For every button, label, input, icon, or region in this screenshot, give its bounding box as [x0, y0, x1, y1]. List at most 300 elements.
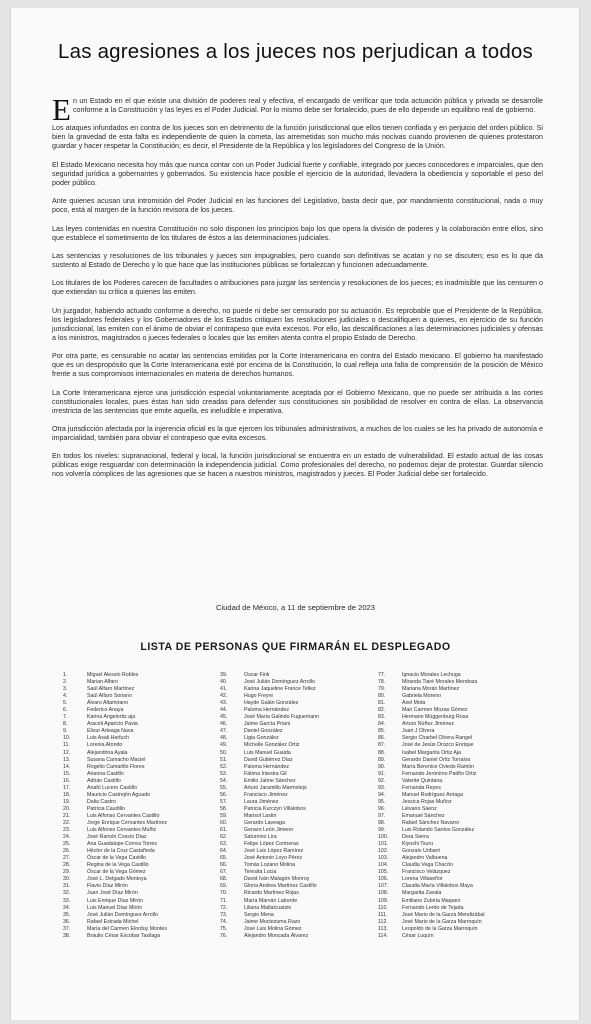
signer-row: [378, 785, 485, 792]
signer-row: [220, 912, 319, 919]
signer-number: 24.: [63, 834, 71, 841]
signer-name: Claudia María Villalobos Maya: [402, 883, 473, 890]
signer-number: 105.: [378, 869, 389, 876]
signer-name: Luis Enrique Díaz Mirón: [87, 897, 144, 904]
signer-number: 47.: [220, 728, 228, 735]
signers-list-title: LISTA DE PERSONAS QUE FIRMARÁN EL DESPLEGADO: [140, 641, 451, 653]
signer-name: Emilio Jaime Sánchez: [244, 777, 296, 784]
signer-row: [220, 848, 319, 855]
signer-number: 37.: [63, 925, 71, 932]
signer-row: [63, 707, 167, 714]
signer-number: 99.: [378, 827, 386, 834]
signer-number: 79.: [378, 686, 386, 693]
signer-row: [220, 834, 319, 841]
signer-number: 49.: [220, 742, 228, 749]
paragraph: Por otra parte, es censurable no acatar las sentencias emitidas por la Corte Interamericana en contra del Estado mexicano. El gobierno ha manifestado que es un despropósito que la Corte Interamericana esté por encima de la Constitución, lo cual refleja una falta de comprensión de la posición de México frente a sus compromisos internacionales en materia de derechos humanos.: [52, 352, 543, 379]
signer-number: 7.: [63, 714, 68, 721]
signer-row: [220, 841, 319, 848]
signer-name: María Berenice Oviedo Ramón: [402, 763, 475, 770]
signer-row: [378, 926, 485, 933]
signer-row: [220, 862, 319, 869]
signer-name: Hermann Müggenburg Rosa: [402, 714, 469, 721]
signer-name: Isabel Margarita Ortiz Aja: [402, 749, 461, 756]
signer-name: Miguel Alessio Robles: [87, 672, 139, 678]
signer-row: [378, 905, 485, 912]
signer-name: Rogelio Camarillo Flores: [87, 763, 145, 770]
page-title: Las agresiones a los jueces nos perjudican a todos: [58, 40, 533, 63]
signer-name: Margarita Zavala: [402, 890, 442, 897]
signer-name: Mari Carmen Mozas Gómez: [402, 707, 468, 714]
signer-row: [378, 735, 485, 742]
signer-number: 70.: [220, 890, 228, 897]
paragraph: En todos los niveles: supranacional, federal y local, la función jurisdiccional se encuentra en un estado de vulnerabilidad. El estado actual de las cosas públicas exige resguardar con determinación la independencia judicial. Como profesionales del derecho, no podemos dejar de protestar. Guardar silencio nos volvería cómplices de las agresiones que se hacen a nuestros ministros, magistrados y jueces. El Poder Judicial debe ser fortalecido.: [52, 452, 543, 479]
signer-name: Francisco Jiménez: [244, 791, 288, 798]
signer-number: 34.: [63, 904, 71, 911]
signer-row: [378, 672, 485, 679]
signer-row: [220, 735, 319, 742]
signer-name: José Luis Molina Gómez: [244, 925, 302, 932]
signer-number: 98.: [378, 819, 386, 826]
signer-number: 11.: [63, 742, 70, 749]
signer-name: José María Galindo Fuguemann: [244, 714, 319, 721]
signer-name: Ricardo Martínez Rojas: [244, 890, 299, 897]
signer-name: Manuel Rodríguez Arriaga: [402, 791, 463, 798]
signer-row: [378, 813, 485, 820]
signer-name: José L. Delgado Montoya: [87, 876, 147, 883]
signer-name: Oscar Fink: [244, 672, 270, 678]
signer-name: Laura Jiménez: [244, 798, 279, 805]
signer-number: 81.: [378, 700, 386, 707]
signer-number: 55.: [220, 784, 228, 791]
signer-name: Gerardo Daniel Ortiz Torralva: [402, 756, 471, 763]
signer-name: Patricia Caudillo: [87, 805, 125, 812]
signer-name: José de Jesús Orozco Enrique: [402, 742, 474, 749]
signer-number: 35.: [63, 911, 71, 918]
signer-number: 101.: [378, 841, 389, 848]
signer-name: Federico Anaya: [87, 707, 124, 714]
signer-number: 2.: [63, 679, 68, 686]
signer-row: [378, 707, 485, 714]
article-body: [52, 92, 543, 489]
signer-row: [378, 742, 485, 749]
signer-number: 9.: [63, 728, 68, 735]
signer-name: José Mario de la Garza Marroquín: [402, 918, 482, 925]
signer-name: José Luis López Ramírez: [244, 848, 304, 855]
signer-row: [220, 799, 319, 806]
signer-row: [220, 771, 319, 778]
signer-name: César Luquín: [402, 932, 434, 939]
signer-row: [63, 672, 167, 679]
signer-name: Gabriela Moreno: [402, 693, 442, 700]
signer-name: Luis Asali Harfuch: [87, 735, 130, 742]
signer-row: [220, 919, 319, 926]
signer-name: Adrián Castillo: [87, 777, 121, 784]
signer-row: [63, 898, 167, 905]
signer-row: [378, 686, 485, 693]
signer-row: [63, 764, 167, 771]
signer-row: [63, 742, 167, 749]
signer-name: José Ramón Cossío Díaz: [87, 834, 147, 841]
signer-row: [378, 862, 485, 869]
signer-row: [220, 700, 319, 707]
signer-number: 96.: [378, 805, 386, 812]
signer-name: Arianna Castillo: [87, 770, 124, 777]
signer-row: [220, 898, 319, 905]
signer-row: [63, 912, 167, 919]
signer-name: Rafael Sánchez Navarro: [402, 819, 460, 826]
signer-number: 112.: [378, 918, 388, 925]
signer-name: Liliana Matlalcuatzin: [244, 904, 292, 911]
signer-row: [63, 905, 167, 912]
signer-number: 95.: [378, 798, 386, 805]
paragraph: La Corte Interamericana ejerce una jurisdicción especial voluntariamente aceptada por el Gobierno Mexicano, que no puede ser atribuida a las cortes constitucionales locales, pues éstas han sido creadas para defender sus constituciones sin posibilidad de resolver en contra de ellas. La observancia irrestricta de las sentencias que emite aquella, es ineludible e imperativa.: [52, 388, 543, 415]
signer-name: Alejandro Valbuena: [402, 855, 448, 862]
signer-row: [378, 728, 485, 735]
signer-row: [220, 686, 319, 693]
signer-number: 113.: [378, 925, 388, 932]
signer-name: Saúl Alfaro Soriano: [87, 693, 132, 700]
signer-number: 38.: [63, 932, 71, 939]
signer-number: 32.: [63, 890, 71, 897]
signer-number: 29.: [63, 869, 71, 876]
signer-row: [220, 905, 319, 912]
signer-name: Arturo Núñez Jiménez: [402, 721, 454, 728]
signer-row: [378, 820, 485, 827]
signer-row: [220, 672, 319, 679]
signer-row: [378, 848, 485, 855]
signer-name: Paloma Hernández: [244, 763, 289, 770]
signer-row: [63, 855, 167, 862]
signer-name: Mauricio Castrejón Aguado: [87, 791, 151, 798]
drop-cap: E: [52, 92, 71, 127]
signer-row: [378, 778, 485, 785]
signer-number: 71.: [220, 897, 228, 904]
signer-number: 77.: [378, 672, 386, 678]
signer-number: 52.: [220, 763, 228, 770]
signer-name: Óscar de la Vega Castillo: [87, 855, 146, 862]
signer-number: 94.: [378, 791, 386, 798]
signer-name: Alejandro Moncada Álvarez: [244, 932, 309, 939]
signer-row: [63, 799, 167, 806]
signer-name: Fátima Iniestra Gil: [244, 770, 287, 777]
signer-name: Gonzalo Uribarri: [402, 848, 441, 855]
signer-number: 107.: [378, 883, 389, 890]
signer-name: Fernando Jerónimo Patiño Ortiz: [402, 770, 477, 777]
signer-row: [378, 869, 485, 876]
signer-row: [220, 750, 319, 757]
paragraph: [52, 92, 543, 127]
signer-name: Marisol Lastiri: [244, 812, 277, 819]
signer-name: Kiyoshi Tsuru: [402, 841, 434, 848]
signer-row: [63, 714, 167, 721]
signer-name: Teresita Lucia: [244, 869, 277, 876]
signer-number: 41.: [220, 686, 228, 693]
signer-number: 40.: [220, 679, 228, 686]
signer-name: Gerardo Laveaga: [244, 819, 285, 826]
paragraph: El Estado Mexicano necesita hoy más que nunca contar con un Poder Judicial fuerte y confiable, integrado por jueces conocedores e imparciales, que den seguridad jurídica a gobernantes y gobernados. Su existencia hace posible el ejercicio de la autoridad, llevadera la obediencia y soportable el peso del poder público.: [52, 160, 543, 187]
signer-name: Emiliano Zubiría Maqueo: [402, 897, 461, 904]
signer-name: Karina Jaqueline France Tellez: [244, 686, 316, 693]
signer-number: 89.: [378, 756, 386, 763]
signer-number: 75.: [220, 925, 228, 932]
signer-name: Luis Rolando Santos González: [402, 827, 475, 834]
paragraph-text: n un Estado en el que existe una división de poderes real y efectiva, el encargado de verificar que toda actuación pública y privada se desarrolle conforme a la Constitución y las leyes es el Poder Judicial. Por lo mismo debe ser fortalecido, pues de ello depende un equilibrio real de gobierno.: [72, 97, 543, 114]
paragraph: Ante quienes acusan una intromisión del Poder Judicial en las funciones del Legislativo, basta decir que, por mandamiento constitucional, nada o muy poco, está al margen de la función revisora de los jueces.: [52, 197, 543, 215]
signer-number: 76.: [220, 932, 228, 939]
signer-row: [63, 679, 167, 686]
signer-number: 27.: [63, 855, 71, 862]
signer-row: [378, 806, 485, 813]
signer-number: 22.: [63, 819, 71, 826]
signer-number: 36.: [63, 918, 71, 925]
signer-row: [378, 771, 485, 778]
signer-row: [63, 757, 167, 764]
signer-row: [63, 750, 167, 757]
signer-number: 28.: [63, 862, 71, 869]
signer-name: Karina Angelortiz aja: [87, 714, 136, 721]
signer-number: 57.: [220, 798, 228, 805]
signer-number: 108.: [378, 890, 389, 897]
signer-number: 78.: [378, 679, 386, 686]
signer-row: [220, 764, 319, 771]
signer-name: Jaime García Priani: [244, 721, 291, 728]
signer-name: Saturnino Lira: [244, 834, 277, 841]
signer-name: Daniel González: [244, 728, 283, 735]
signer-row: [63, 813, 167, 820]
signer-name: Michelle González Ortiz: [244, 742, 300, 749]
signer-row: [378, 693, 485, 700]
signer-row: [63, 735, 167, 742]
signer-number: 60.: [220, 819, 228, 826]
signer-row: [220, 883, 319, 890]
signer-row: [378, 750, 485, 757]
signer-number: 17.: [63, 784, 71, 791]
signer-row: [220, 757, 319, 764]
signer-number: 43.: [220, 700, 228, 707]
signer-row: [220, 785, 319, 792]
signer-row: [220, 806, 319, 813]
signer-name: Francisco Velázquez: [402, 869, 451, 876]
signer-name: Ligia González: [244, 735, 279, 742]
signer-name: José Julián Domínguez Arrollo: [244, 679, 315, 686]
signer-name: Liévano Sáenz: [402, 805, 437, 812]
signer-name: Alejandrina Ayala: [87, 749, 128, 756]
signer-row: [220, 926, 319, 933]
signer-row: [378, 933, 485, 940]
signer-row: [220, 820, 319, 827]
signer-name: Emanuel Sánchez: [402, 812, 445, 819]
signer-name: Susana Camacho Maciel: [87, 756, 146, 763]
signer-name: Jessica Rojas Muñoz: [402, 798, 452, 805]
signer-row: [63, 820, 167, 827]
signer-number: 63.: [220, 841, 228, 848]
signer-row: [378, 827, 485, 834]
signer-number: 4.: [63, 693, 68, 700]
signer-row: [220, 714, 319, 721]
signer-name: Juan José Díaz Mirón: [87, 890, 138, 897]
signer-row: [378, 919, 485, 926]
signer-row: [378, 721, 485, 728]
signer-number: 33.: [63, 897, 71, 904]
signer-row: [63, 827, 167, 834]
signer-name: José Antonio Loyo Pérez: [244, 855, 303, 862]
signer-number: 6.: [63, 707, 68, 714]
signer-number: 39.: [220, 672, 228, 678]
signer-number: 82.: [378, 707, 386, 714]
signer-number: 87.: [378, 742, 386, 749]
signer-row: [63, 778, 167, 785]
signer-number: 102.: [378, 848, 389, 855]
signer-row: [378, 912, 485, 919]
signer-number: 23.: [63, 827, 71, 834]
signer-name: José Julián Domínguez Arrollo: [87, 911, 158, 918]
signer-row: [63, 890, 167, 897]
signer-name: Claudia Vega Chacón: [402, 862, 453, 869]
dateline: Ciudad de México, a 11 de septiembre de 2023: [215, 603, 375, 612]
signer-name: Luis Manuel Díaz Mirón: [87, 904, 143, 911]
signer-number: 46.: [220, 721, 228, 728]
signer-number: 18.: [63, 791, 71, 798]
signer-name: Gloria Andrea Martínez Castillo: [244, 883, 317, 890]
signer-row: [63, 686, 167, 693]
signer-name: Ana Guadalupe Correa Torres: [87, 841, 157, 848]
signer-row: [378, 876, 485, 883]
signer-number: 5.: [63, 700, 68, 707]
signer-row: [63, 771, 167, 778]
signer-number: 109.: [378, 897, 389, 904]
signer-number: 88.: [378, 749, 386, 756]
signer-name: Dalia Castro: [87, 798, 116, 805]
signer-name: Ignacio Morales Lechuga: [402, 672, 461, 678]
signer-name: Axel Mota: [402, 700, 426, 707]
signer-name: Sergio Charbel Olvera Rangel: [402, 735, 473, 742]
signer-number: 73.: [220, 911, 228, 918]
signer-row: [220, 721, 319, 728]
signer-name: Leopoldo de la Garza Marroquín: [402, 925, 478, 932]
signer-name: Hayde Galán González: [244, 700, 299, 707]
signer-number: 50.: [220, 749, 228, 756]
signer-name: Luis Alfonso Cervantes Muñiz: [87, 827, 157, 834]
signer-row: [63, 869, 167, 876]
signer-number: 1.: [63, 672, 68, 678]
signer-row: [220, 890, 319, 897]
signer-row: [63, 926, 167, 933]
signer-number: 10.: [63, 735, 71, 742]
signer-row: [220, 728, 319, 735]
signer-row: [220, 693, 319, 700]
signer-name: Fernanda Reyes: [402, 784, 441, 791]
signer-number: 92.: [378, 777, 386, 784]
paragraph: Las leyes contenidas en nuestra Constitución no solo disponen los principios bajo los que opera la división de poderes y la colaboración entre ellos, sino que establece el sometimiento de los titulares de éstos a las determinaciones judiciales.: [52, 224, 543, 242]
signer-row: [378, 834, 485, 841]
signer-number: 65.: [220, 855, 228, 862]
signer-row: [63, 785, 167, 792]
signer-number: 86.: [378, 735, 386, 742]
signer-name: Luis Alfonso Cervantes Castillo: [87, 812, 160, 819]
signer-number: 15.: [63, 770, 71, 777]
signer-row: [378, 855, 485, 862]
signer-row: [378, 714, 485, 721]
signer-row: [378, 890, 485, 897]
signer-name: Rafael Estrada Michel: [87, 918, 139, 925]
signer-name: Regina de la Vega Castillo: [87, 862, 149, 869]
signer-row: [378, 679, 485, 686]
signer-number: 44.: [220, 707, 228, 714]
signer-name: Jaime Moctezuma Razo: [244, 918, 301, 925]
signer-name: Braulio César Escobar Taxilaga: [87, 932, 161, 939]
signer-number: 69.: [220, 883, 228, 890]
signer-row: [220, 933, 319, 940]
signer-number: 111.: [378, 911, 388, 918]
signer-row: [63, 792, 167, 799]
signer-row: [220, 869, 319, 876]
signer-name: Dora Sierra: [402, 834, 429, 841]
signer-number: 68.: [220, 876, 228, 883]
signer-name: Mariana Morán Martínez: [402, 686, 460, 693]
signer-name: María del Carmen Elorduy Montes: [87, 925, 167, 932]
signer-name: Elisur Arteaga Nava: [87, 728, 134, 735]
signer-name: Marian Alfaro: [87, 679, 118, 686]
signer-number: 80.: [378, 693, 386, 700]
signer-name: José Mario de la Garza Mendizábal: [402, 911, 485, 918]
signer-number: 83.: [378, 714, 386, 721]
signer-name: Paloma Hernández: [244, 707, 289, 714]
signer-row: [63, 728, 167, 735]
signer-name: Lorena Villaseñor: [402, 876, 443, 883]
signer-number: 56.: [220, 791, 228, 798]
signer-number: 31.: [63, 883, 71, 890]
signer-number: 42.: [220, 693, 228, 700]
signer-number: 48.: [220, 735, 228, 742]
signer-number: 93.: [378, 784, 386, 791]
signer-number: 91.: [378, 770, 386, 777]
signer-row: [378, 883, 485, 890]
signer-row: [63, 834, 167, 841]
signer-number: 110.: [378, 904, 388, 911]
signer-row: [378, 700, 485, 707]
signer-number: 20.: [63, 805, 71, 812]
paragraph: Otra jurisdicción afectada por la injerencia oficial es la que ejercen los tribunales administrativos, a muchos de los cuales se les ha privado de autonomía e imparcialidad, también para obviar el contrapeso que evita excesos.: [52, 424, 543, 442]
signer-name: Miranda Tiaré Morales Mendoza: [402, 679, 478, 686]
signer-number: 90.: [378, 763, 386, 770]
signer-row: [63, 721, 167, 728]
signer-name: Héctor de la Cruz Castañeda: [87, 848, 155, 855]
signer-row: [220, 855, 319, 862]
signer-number: 106.: [378, 876, 389, 883]
signer-row: [378, 757, 485, 764]
signers-column-3: [378, 672, 485, 940]
signer-name: Álvaro Altamirano: [87, 700, 129, 707]
signer-number: 84.: [378, 721, 386, 728]
signer-row: [378, 898, 485, 905]
signer-name: Óscar de la Vega Gómez: [87, 869, 146, 876]
signer-name: María Marván Laborde: [244, 897, 298, 904]
signer-number: 21.: [63, 812, 71, 819]
paragraph: Los ataques infundados en contra de los jueces son en detrimento de la función jurisdiccional que ellos tienen confiada y en perjuicio del orden público. Si bien la gravedad de esta falta es independiente de quien la cometa, las arremetidas son mucho más nocivas cuando provienen de quienes protestaron guardar y hacer respetar la Constitución; es decir, el Presidente de la República y los legisladores del Congreso de la Unión.: [52, 124, 543, 151]
signer-name: Felipe López Contreras: [244, 841, 299, 848]
signer-row: [63, 841, 167, 848]
signer-row: [220, 707, 319, 714]
signer-name: Flavio Díaz Mirón: [87, 883, 128, 890]
signer-row: [378, 764, 485, 771]
signer-row: [378, 792, 485, 799]
signer-number: 12.: [63, 749, 71, 756]
signer-row: [220, 742, 319, 749]
signer-name: David Gutiérrez Díaz: [244, 756, 293, 763]
signer-name: David Iván Malagón Monroy: [244, 876, 310, 883]
signer-row: [378, 799, 485, 806]
signer-number: 26.: [63, 848, 71, 855]
